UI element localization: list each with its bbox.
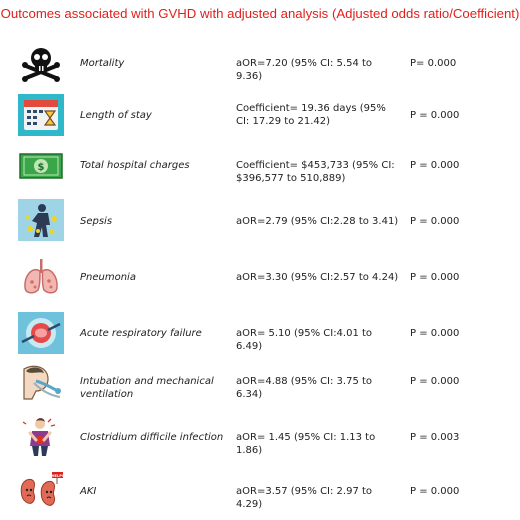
statistic-value: aOR= 1.45 (95% CI: 1.13 to 1.86) — [236, 432, 376, 456]
p-value: P= 0.000 — [410, 58, 457, 69]
abdominal-pain-icon — [18, 416, 64, 458]
p-value: P = 0.003 — [410, 432, 460, 443]
outcome-label: Acute respiratory failure — [80, 328, 202, 339]
respiratory-failure-icon — [18, 312, 64, 354]
statistic-value: aOR= 5.10 (95% CI:4.01 to 6.49) — [236, 328, 373, 352]
intubation-icon — [18, 361, 64, 403]
statistic-value: aOR=3.30 (95% CI:2.57 to 4.24) — [236, 272, 399, 283]
outcome-label: Mortality — [80, 58, 125, 69]
calendar-hourglass-icon — [18, 94, 64, 136]
p-value: P = 0.000 — [410, 486, 460, 497]
outcome-label: Sepsis — [80, 216, 113, 227]
dollar-bill-icon — [18, 144, 64, 186]
sepsis-figure-icon — [18, 199, 64, 241]
help-sign-text: HELP! — [51, 473, 64, 478]
p-value: P = 0.000 — [410, 160, 460, 171]
statistic-value: aOR=7.20 (95% CI: 5.54 to 9.36) — [236, 58, 373, 82]
lungs-icon — [18, 256, 64, 298]
svg-text:$: $ — [37, 162, 45, 173]
statistic-value: aOR=2.79 (95% CI:2.28 to 3.41) — [236, 216, 399, 227]
p-value: P = 0.000 — [410, 110, 460, 121]
outcome-label: Intubation and mechanical ventilation — [80, 376, 214, 400]
statistic-value: aOR=3.57 (95% CI: 2.97 to 4.29) — [236, 486, 373, 510]
p-value: P = 0.000 — [410, 272, 460, 283]
outcome-label: Total hospital charges — [80, 160, 190, 171]
outcome-label: Length of stay — [80, 110, 152, 121]
p-value: P = 0.000 — [410, 328, 460, 339]
skull-crossbones-icon — [18, 44, 64, 86]
p-value: P = 0.000 — [410, 216, 460, 227]
statistic-value: Coefficient= $453,733 (95% CI: $396,577 to 510,889) — [236, 160, 395, 184]
outcome-label: Pneumonia — [80, 272, 136, 283]
outcome-label: Clostridium difficile infection — [80, 432, 224, 443]
p-value: P = 0.000 — [410, 376, 460, 387]
statistic-value: aOR=4.88 (95% CI: 3.75 to 6.34) — [236, 376, 373, 400]
page-title: Outcomes associated with GVHD with adjusted analysis (Adjusted odds ratio/Coefficient) — [0, 6, 520, 21]
outcome-label: AKI — [80, 486, 97, 497]
kidneys-icon — [18, 470, 64, 512]
statistic-value: Coefficient= 19.36 days (95% CI: 17.29 to 21.42) — [236, 103, 386, 127]
